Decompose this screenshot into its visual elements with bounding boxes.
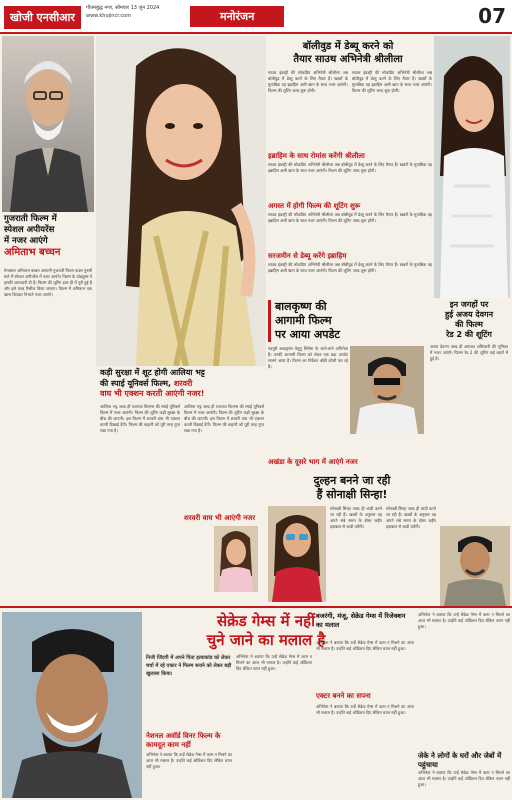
sreeleela-body-5: साउथ इंडस्ट्री की लोकप्रिय अभिनेत्री श्रीलीला अब बॉलीवुड में डेब्यू करने के लिए तैयार हैं। खबरों के मुताबिक वह इब्राहिम अली खान के साथ नजर आएंगी। फिल्म की शूटिंग जल्द शुरू होगी।: [268, 262, 432, 273]
sreeleela-body-4: साउथ इंडस्ट्री की लोकप्रिय अभिनेत्री श्रीलीला अब बॉलीवुड में डेब्यू करने के लिए तैयार हैं। खबरों के मुताबिक वह इब्राहिम अली खान के साथ नजर आएंगी। फिल्म की शूटिंग जल्द शुरू होगी।: [268, 212, 432, 223]
vicky-body-3: अभिनेता ने बताया कि उन्हें सेक्रेड गेम्स में काम न मिलने का आज भी मलाल है। उन्होंने कई ऑडिशन दिए लेकिन चयन नहीं हुआ।: [316, 640, 414, 651]
alia-subhead-1: शरवरी वाघ भी आएंगी नजर: [184, 514, 256, 522]
balakrishna-head-3: पर आया अपडेट: [275, 328, 340, 341]
vicky-photo: [2, 612, 142, 798]
vicky-body-1: अभिनेता ने बताया कि उन्हें सेक्रेड गेम्स में काम न मिलने का आज भी मलाल है। उन्होंने कई ऑडिशन दिए लेकिन चयन नहीं हुआ।: [146, 752, 232, 769]
newspaper-brand: खोजी एनसीआर: [4, 6, 81, 29]
ajay-head-4: रेड 2 की शूटिंग: [446, 330, 492, 339]
header-meta: [86, 4, 206, 20]
sonakshi-body-1: सोनाक्षी सिन्हा जल्द ही शादी करने जा रही हैं। खबरों के अनुसार वह अपने लंबे समय के दोस्त जहीर इकबाल से शादी करेंगी।: [330, 506, 382, 529]
vicky-head-1: सेक्रेड गेम्स में नहीं: [217, 612, 315, 630]
vicky-subhead-4: जेके ने लोगों के घरों और जेबों में पहुंचाया: [418, 752, 502, 769]
sreeleela-subhead-2: अगस्त में होगी फिल्म की शूटिंग शुरू: [268, 202, 361, 210]
page-number: 07: [478, 4, 506, 28]
sonakshi-illustration: [268, 506, 326, 602]
sreeleela-body-3: साउथ इंडस्ट्री की लोकप्रिय अभिनेत्री श्रीलीला अब बॉलीवुड में डेब्यू करने के लिए तैयार हैं। खबरों के मुताबिक वह इब्राहिम अली खान के साथ नजर आएंगी। फिल्म की शूटिंग जल्द शुरू होगी।: [268, 162, 432, 173]
sreeleela-illustration: [434, 36, 510, 298]
vicky-body-4: अभिनेता ने बताया कि उन्हें सेक्रेड गेम्स में काम न मिलने का आज भी मलाल है। उन्होंने कई ऑडिशन दिए लेकिन चयन नहीं हुआ।: [316, 704, 414, 715]
sreeleela-headline: [268, 40, 428, 66]
sreeleela-subhead-3: सरजमीन से डेब्यू करेंगे इब्राहिम: [268, 252, 347, 260]
amitabh-name: अमिताभ बच्चन: [4, 247, 61, 258]
sonakshi-photo: [268, 506, 326, 602]
sonakshi-head-2: हैं सोनाक्षी सिन्हा!: [316, 488, 388, 501]
alia-illustration: [96, 36, 266, 366]
sonakshi-body-2: सोनाक्षी सिन्हा जल्द ही शादी करने जा रही हैं। खबरों के अनुसार वह अपने लंबे समय के दोस्त जहीर इकबाल से शादी करेंगी।: [386, 506, 436, 529]
amitabh-head-1: गुजराती फिल्म में: [4, 214, 57, 224]
balakrishna-illustration: [350, 346, 424, 434]
ajay-headline: [428, 300, 510, 340]
sreeleela-subhead-1: इब्राहिम के साथ रोमांस करेंगी श्रीलीला: [268, 152, 365, 160]
header-date: गौतमबुद्ध नगर, सोमवार 13 जून 2024: [86, 5, 160, 11]
sreeleela-head-1: बॉलीवुड में डेब्यू करने को: [302, 41, 394, 52]
vicky-head-2: चुने जाने का मलाल है: [206, 631, 326, 649]
section-title: मनोरंजन: [190, 6, 284, 27]
sonakshi-headline: [268, 474, 436, 502]
ajay-illustration: [440, 526, 510, 606]
ajay-body: अजय देवगन जल्द ही आयकर अधिकारी की भूमिका में नजर आएंगे। फिल्म रेड 2 की शूटिंग कई शहरों में हुई है।: [430, 344, 508, 361]
balakrishna-photo: [350, 346, 424, 434]
alia-photo: [96, 36, 266, 366]
sharvari-illustration: [214, 526, 258, 592]
vicky-subhead-3: एक्टर बनने का सपना: [316, 692, 371, 700]
vicky-headline-bar: [0, 606, 512, 608]
alia-headline: [100, 368, 266, 400]
vicky-subhead-1: नेशनल अवॉर्ड विनर फिल्म के कामदूत काम नहीं: [146, 732, 221, 749]
amitabh-head-2: स्पेशल अपीयरेंस: [4, 225, 55, 235]
sreeleela-head-2: तैयार साउथ अभिनेत्री श्रीलीला: [293, 54, 403, 65]
vicky-body-2: अभिनेता ने बताया कि उन्हें सेक्रेड गेम्स में काम न मिलने का आज भी मलाल है। उन्होंने कई ऑडिशन दिए लेकिन चयन नहीं हुआ।: [236, 654, 312, 671]
ajay-head-2: हुई अजय देवगन: [444, 310, 494, 319]
sonakshi-head-1: दुल्हन बनने जा रही: [313, 474, 391, 487]
balakrishna-subhead: अखंडा के दूसरे भाग में आएंगे नजर: [268, 458, 358, 466]
amitabh-body: मेगास्टार अमिताभ बच्चन आगामी गुजराती फिल्म फक्त पुरुषों माटे में स्पेशल अपीयरेंस में नजर आएंगे। फिल्म के प्रोड्यूसर ने इसकी जानकारी दी है। फिल्म की शूटिंग हाल ही में पूरी हुई है और इसे जल्द रिलीज किया जाएगा। फिल्म में अमिताभ एक खास किरदार निभाते नजर आएंगे।: [4, 268, 92, 297]
vicky-body-6: अभिनेता ने बताया कि उन्हें सेक्रेड गेम्स में काम न मिलने का आज भी मलाल है। उन्होंने कई ऑडिशन दिए लेकिन चयन नहीं हुआ।: [418, 770, 510, 787]
sreeleela-photo: [434, 36, 510, 298]
alia-head-1: कड़ी सुरक्षा में शूट होगी आलिया भट्ट: [100, 368, 205, 377]
amitabh-illustration: [2, 36, 94, 212]
amitabh-head-3: में नजर आएंगे: [4, 236, 48, 246]
balakrishna-head-2: आगामी फिल्म: [275, 314, 332, 327]
sreeleela-body-2: साउथ इंडस्ट्री की लोकप्रिय अभिनेत्री श्रीलीला अब बॉलीवुड में डेब्यू करने के लिए तैयार हैं। खबरों के मुताबिक वह इब्राहिम अली खान के साथ नजर आएंगी। फिल्म की शूटिंग जल्द शुरू होगी।: [352, 70, 432, 93]
alia-head-red: शरवरी: [173, 378, 193, 388]
ajay-photo: [440, 526, 510, 606]
vicky-body-5: अभिनेता ने बताया कि उन्हें सेक्रेड गेम्स में काम न मिलने का आज भी मलाल है। उन्होंने कई ऑडिशन दिए लेकिन चयन नहीं हुआ।: [418, 612, 510, 629]
amitabh-headline: [4, 214, 94, 259]
alia-head-2: की स्पाई यूनिवर्स फिल्म,: [100, 378, 172, 388]
alia-body-col2: आलिया भट्ट जल्द ही यशराज फिल्म्स की स्पाई यूनिवर्स फिल्म में नजर आएंगी। फिल्म की शूटिंग कड़ी सुरक्षा के बीच की जाएगी। इस फिल्म में शरवरी वाघ भी एक्शन करती दिखाई देंगी। फिल्म की कहानी को पूरी तरह गुप्त रखा गया है।: [184, 404, 264, 433]
alia-body: आलिया भट्ट जल्द ही यशराज फिल्म्स की स्पाई यूनिवर्स फिल्म में नजर आएंगी। फिल्म की शूटिंग कड़ी सुरक्षा के बीच की जाएगी। इस फिल्म में शरवरी वाघ भी एक्शन करती दिखाई देंगी। फिल्म की कहानी को पूरी तरह गुप्त रखा गया है।: [100, 404, 180, 433]
alia-head-3: वाघ भी एक्शन करती आएंगी नजर!: [100, 389, 205, 398]
vicky-illustration: [2, 612, 142, 798]
sreeleela-body-1: साउथ इंडस्ट्री की लोकप्रिय अभिनेत्री श्रीलीला अब बॉलीवुड में डेब्यू करने के लिए तैयार हैं। खबरों के मुताबिक वह इब्राहिम अली खान के साथ नजर आएंगी। फिल्म की शूटिंग जल्द शुरू होगी।: [268, 70, 348, 93]
ajay-head-1: इन जगहों पर: [449, 300, 489, 309]
header-url: www.khojincr.com: [86, 13, 132, 19]
ajay-head-3: की फिल्म: [455, 320, 483, 329]
balakrishna-headline: [268, 300, 418, 342]
vicky-intro: निजी जिंदगी में अपने पिता हत्याकांड को लेकर चर्चा में रहे एक्टर ने फिल्म बनाने को लेकर बड़ी खुलासा किया।: [146, 655, 232, 677]
balakrishna-head-1: बालकृष्ण की: [275, 300, 327, 313]
balakrishna-body-1: नंदमुरी बालकृष्ण तेलुगु सिनेमा के जाने-माने अभिनेता हैं। उनकी आगामी फिल्म को लेकर एक बड़ा अपडेट सामने आया है। फिल्म का निर्देशन बॉबी कोली कर रहे हैं।: [268, 346, 348, 369]
vicky-subhead-2: बजरंगी, मंजू, सेक्रेड गेम्स में रिजेक्शन का मलाल: [316, 612, 406, 629]
sharvari-photo: [214, 526, 258, 592]
amitabh-photo: [2, 36, 94, 212]
